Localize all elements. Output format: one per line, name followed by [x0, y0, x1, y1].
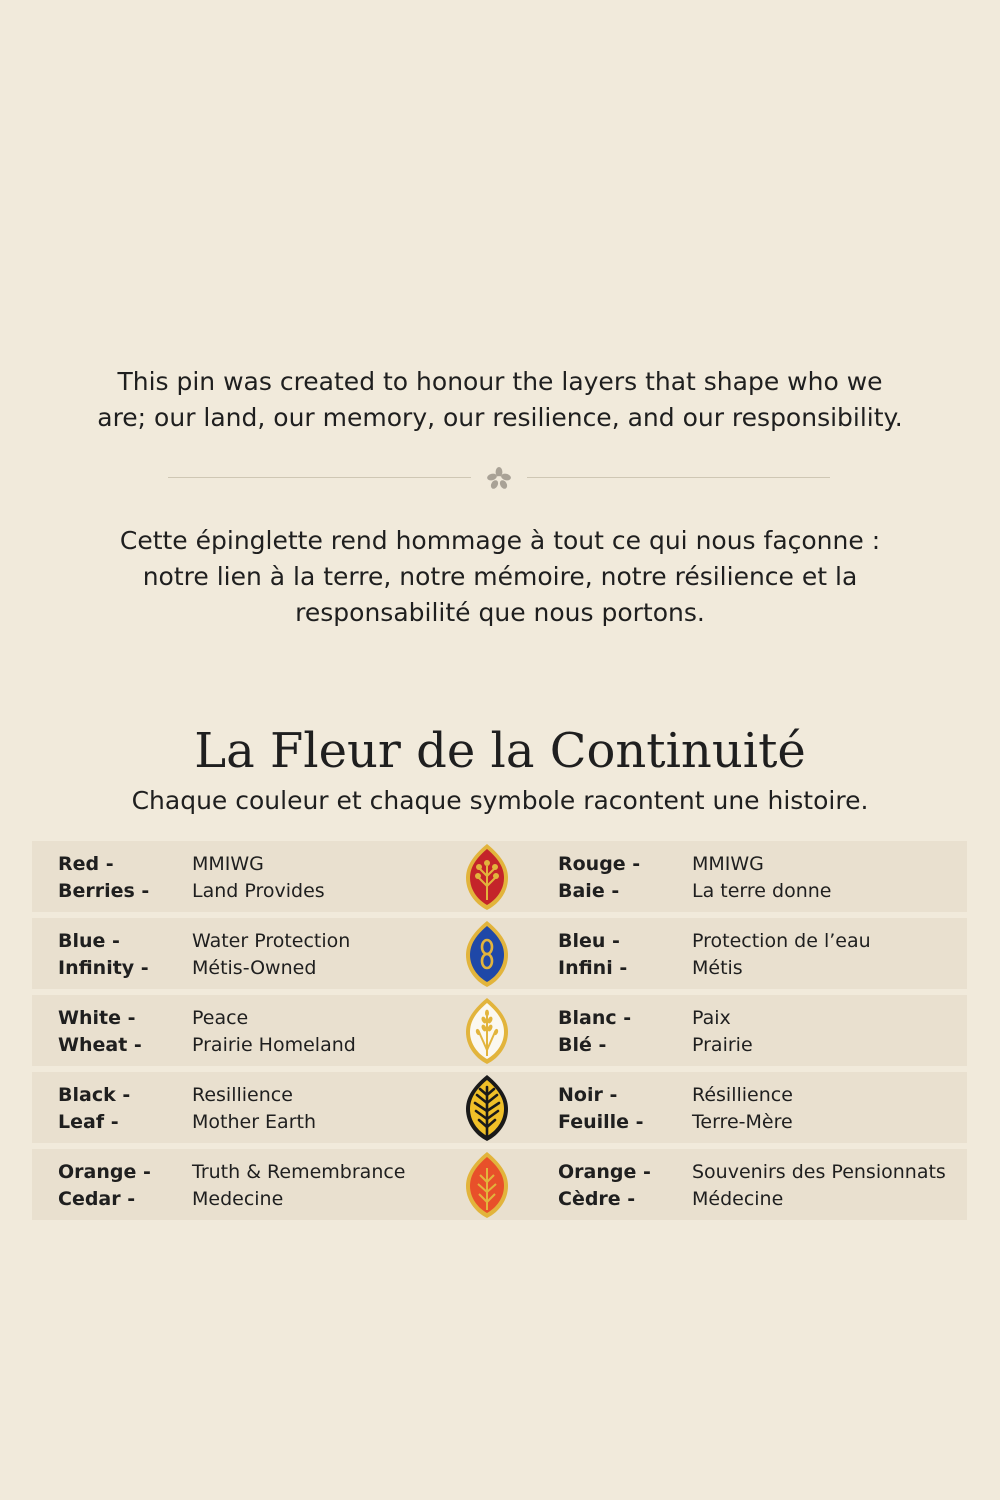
english-symbol: Berries -: [58, 880, 150, 902]
intro-french-line-1: Cette épinglette rend hommage à tout ce qui nous façonne :: [119, 526, 881, 555]
french-meaning-line-2: Terre-Mère: [692, 1111, 793, 1133]
english-meaning-line-1: Truth & Remembrance: [192, 1161, 406, 1183]
french-symbol: Baie -: [558, 880, 620, 902]
french-label: [558, 851, 640, 905]
english-meaning: [192, 1082, 316, 1136]
english-meaning: [192, 1159, 406, 1213]
french-meaning-line-1: Résillience: [692, 1084, 793, 1106]
berries-leaf-icon: [464, 842, 510, 912]
french-meaning-line-1: Protection de l’eau: [692, 930, 871, 952]
table-row-red: [32, 841, 967, 912]
french-meaning-line-2: Médecine: [692, 1188, 784, 1210]
divider-line-left: [168, 477, 471, 478]
french-meaning: [692, 851, 831, 905]
english-symbol: Infinity -: [58, 957, 149, 979]
intro-french-line-3: responsabilité que nous portons.: [295, 598, 705, 627]
divider-line-right: [527, 477, 830, 478]
symbol-table: [32, 841, 967, 1226]
english-symbol: Wheat -: [58, 1034, 142, 1056]
french-symbol: Infini -: [558, 957, 628, 979]
intro-french-line-2: notre lien à la terre, notre mémoire, notre résilience et la: [142, 562, 858, 591]
english-meaning: [192, 851, 325, 905]
french-color: Blanc -: [558, 1007, 632, 1029]
french-meaning-line-2: Prairie: [692, 1034, 753, 1056]
table-row-blue: [32, 918, 967, 989]
english-label: [58, 1159, 151, 1213]
french-color: Orange -: [558, 1161, 651, 1183]
table-row-black: [32, 1072, 967, 1143]
section-subtitle: Chaque couleur et chaque symbole racontent une histoire.: [131, 786, 869, 815]
french-meaning: [692, 1005, 753, 1059]
wheat-leaf-icon: [464, 996, 510, 1066]
english-meaning: [192, 928, 350, 982]
french-meaning-line-1: Paix: [692, 1007, 731, 1029]
english-color: Blue -: [58, 930, 120, 952]
table-row-orange: [32, 1149, 967, 1220]
english-meaning-line-2: Land Provides: [192, 880, 325, 902]
french-color: Noir -: [558, 1084, 618, 1106]
section-divider: [168, 466, 830, 490]
english-label: [58, 1005, 142, 1059]
french-color: Rouge -: [558, 853, 641, 875]
french-symbol: Cèdre -: [558, 1188, 636, 1210]
french-meaning-line-1: MMIWG: [692, 853, 764, 875]
infinity-leaf-icon: [464, 919, 510, 989]
intro-french: [50, 523, 950, 631]
english-color: White -: [58, 1007, 136, 1029]
french-meaning: [692, 928, 871, 982]
english-symbol: Leaf -: [58, 1111, 119, 1133]
english-label: [58, 851, 149, 905]
english-meaning-line-1: MMIWG: [192, 853, 264, 875]
english-label: [58, 928, 149, 982]
english-meaning-line-2: Prairie Homeland: [192, 1034, 356, 1056]
intro-english-line-1: This pin was created to honour the layers that shape who we: [117, 367, 883, 396]
french-meaning-line-1: Souvenirs des Pensionnats: [692, 1161, 946, 1183]
section-title: La Fleur de la Continuité: [194, 723, 806, 779]
french-symbol: Feuille -: [558, 1111, 644, 1133]
english-meaning-line-2: Mother Earth: [192, 1111, 317, 1133]
flower-icon: [486, 466, 512, 490]
intro-english-line-2: are; our land, our memory, our resilience, and our responsibility.: [97, 403, 903, 432]
french-color: Bleu -: [558, 930, 620, 952]
english-color: Orange -: [58, 1161, 151, 1183]
french-meaning: [692, 1159, 946, 1213]
french-meaning-line-2: La terre donne: [692, 880, 832, 902]
english-meaning-line-1: Water Protection: [192, 930, 351, 952]
intro-english: [50, 364, 950, 436]
cedar-leaf-icon: [464, 1150, 510, 1220]
english-meaning-line-1: Resillience: [192, 1084, 293, 1106]
english-meaning-line-2: Medecine: [192, 1188, 284, 1210]
french-label: [558, 1159, 651, 1213]
english-color: Red -: [58, 853, 114, 875]
english-meaning-line-1: Peace: [192, 1007, 249, 1029]
english-label: [58, 1082, 130, 1136]
english-meaning: [192, 1005, 356, 1059]
table-row-white: [32, 995, 967, 1066]
fern-leaf-icon: [464, 1073, 510, 1143]
english-color: Black -: [58, 1084, 131, 1106]
french-symbol: Blé -: [558, 1034, 607, 1056]
french-meaning: [692, 1082, 793, 1136]
french-label: [558, 928, 627, 982]
english-meaning-line-2: Métis-Owned: [192, 957, 317, 979]
french-meaning-line-2: Métis: [692, 957, 743, 979]
french-label: [558, 1082, 644, 1136]
english-symbol: Cedar -: [58, 1188, 136, 1210]
french-label: [558, 1005, 631, 1059]
